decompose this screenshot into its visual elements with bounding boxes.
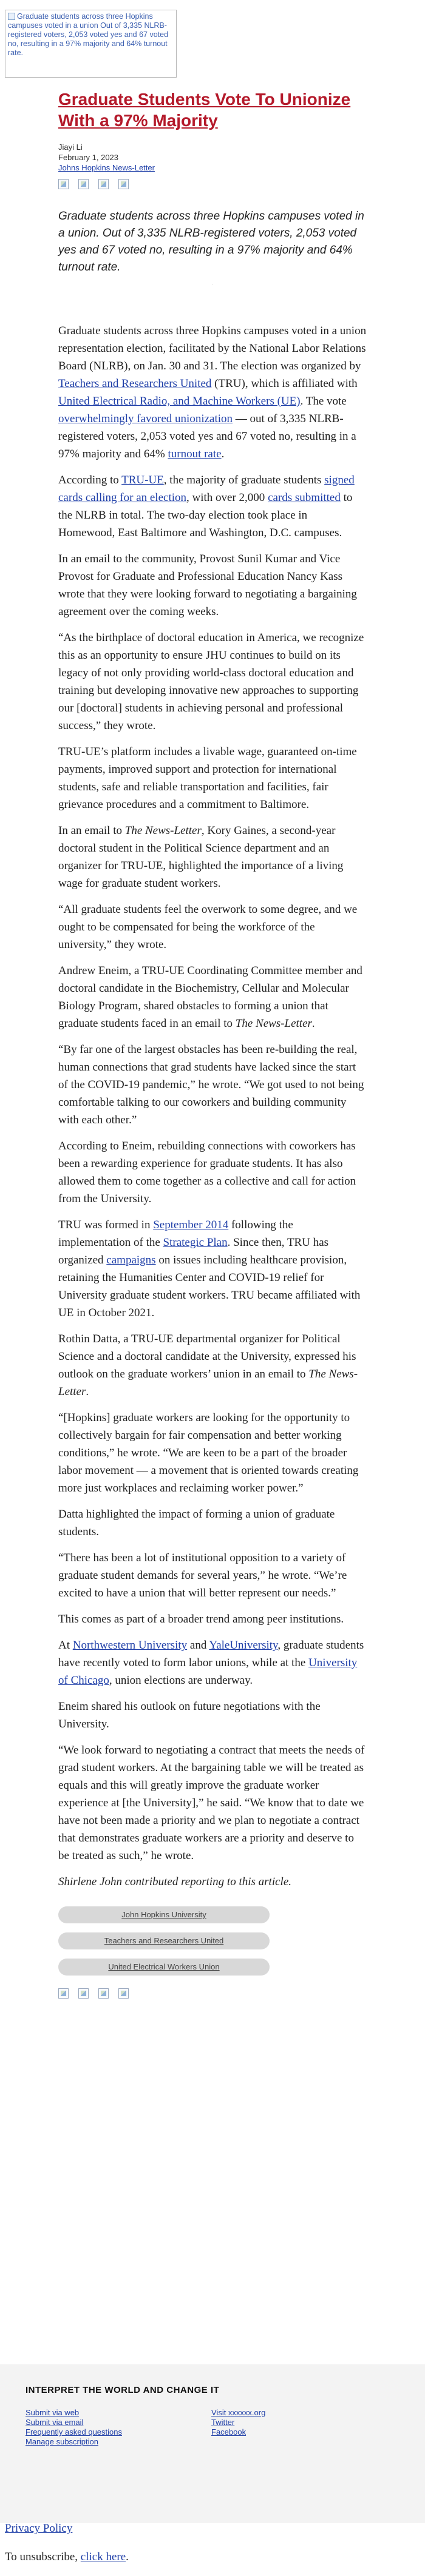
publication-link[interactable]: Johns Hopkins News-Letter (58, 163, 155, 172)
footer-left-links (25, 2408, 122, 2447)
link-tru-ue[interactable]: TRU-UE (121, 474, 164, 486)
footer-submit-email[interactable]: Submit via email (25, 2418, 84, 2427)
article-header (36, 85, 389, 294)
article-body (36, 294, 389, 1891)
author-name: Jiayi Li (58, 143, 83, 152)
bottom-share-icon-4[interactable] (118, 1988, 129, 1999)
link-strategic-plan[interactable]: Strategic Plan (163, 1236, 228, 1249)
unsubscribe-line: To unsubscribe, click here. (5, 2551, 129, 2563)
paragraph-14: Datta highlighted the impact of forming a union of graduate students. (58, 1508, 335, 1538)
paragraph-13: “[Hopkins] graduate workers are looking for the opportunity to collectively bargain for fair compensation and better working conditions,” he wrote. “We are keen to be a part of the broader labor movement — a movement that is oriented towards creating more just workplaces and reclaiming worker power.” (58, 1411, 359, 1495)
social-share-row (58, 179, 367, 193)
footer-visit-site[interactable]: Visit xxxxxx.org (211, 2408, 266, 2417)
privacy-policy (5, 2521, 72, 2536)
paragraph-5: TRU-UE’s platform includes a livable wage, guaranteed on-time payments, improved support and protection for international students, safe and reliable transportation and facilities, fair grievance procedures and a commitment to Baltimore. (58, 745, 357, 811)
footer-faq[interactable]: Frequently asked questions (25, 2427, 122, 2436)
hero-image-placeholder (5, 10, 177, 78)
link-campaigns[interactable]: campaigns (106, 1254, 156, 1266)
share-icon-4[interactable] (118, 179, 129, 189)
paragraph-18: Eneim shared his outlook on future negotiations with the University. (58, 1700, 321, 1730)
share-icon-1[interactable] (58, 179, 69, 189)
link-september-2014[interactable]: September 2014 (153, 1219, 229, 1231)
article-card (36, 85, 389, 2006)
share-icon-2[interactable] (78, 179, 89, 189)
bottom-share-icon-3[interactable] (98, 1988, 109, 1999)
footer-twitter[interactable]: Twitter (211, 2418, 235, 2427)
summary-divider: · (211, 282, 214, 288)
publish-date: February 1, 2023 (58, 153, 119, 162)
paragraph-12: Rothin Datta, a TRU-UE departmental organizer for Political Science and a doctoral candidate at the University, expressed his outlook on the graduate workers’ union in an email to The News-Letter. (58, 1333, 358, 1398)
paragraph-4: “As the birthplace of doctoral education in America, we recognize this as an opportunity to ensure JHU continues to build on its legacy of not only providing world-class doctoral education and training but developing innovative new approaches to supporting our [doctoral] students in achieving personal and professional success,” they wrote. (58, 631, 364, 732)
paragraph-2: According to TRU-UE, the majority of graduate students signed cards calling for an election, with over 2,000 cards submitted to the NLRB in total. The two-day election took place in Homewood, East Baltimore and Washington, D.C. campuses. (58, 474, 355, 539)
paragraph-3: In an email to the community, Provost Sunil Kumar and Vice Provost for Graduate and Professional Education Nancy Kass wrote that they were looking forward to negotiating a bargaining agreement over the coming weeks. (58, 553, 357, 618)
paragraph-11: TRU was formed in September 2014 following the implementation of the Strategic Plan. Since then, TRU has organized campaigns on issues including healthcare provision, retaining the Humanities Center and COVID-19 relief for University graduate student workers. TRU became affiliated with UE in October 2021. (58, 1219, 361, 1319)
privacy-policy-link[interactable]: Privacy Policy (5, 2522, 73, 2535)
link-turnout-rate[interactable]: turnout rate (168, 448, 222, 460)
paragraph-9: “By far one of the largest obstacles has been re-building the real, human connections that grad students have lacked since the start of the COVID-19 pandemic,” he wrote. “We got used to not being comfortable talking to our coworkers and building community with each other.” (58, 1043, 364, 1126)
newsletter-footer (0, 2364, 425, 2523)
tag-list (36, 1899, 389, 1976)
contributor-note: Shirlene John contributed reporting to this article. (58, 1875, 291, 1888)
link-cards-submitted[interactable]: cards submitted (268, 491, 341, 504)
paragraph-8: Andrew Eneim, a TRU-UE Coordinating Committee member and doctoral candidate in the Biochemistry, Cellular and Molecular Biology Program, shared obstacles to forming a union that graduate students faced in an email to The News-Letter. (58, 964, 362, 1030)
bottom-share-icon-2[interactable] (78, 1988, 89, 1999)
link-yale[interactable]: YaleUniversity (209, 1639, 278, 1652)
broken-image-icon (8, 13, 15, 20)
paragraph-7: “All graduate students feel the overwork to some degree, and we ought to be compensated for being the workforce of the university,” they wrote. (58, 903, 358, 951)
paragraph-16: This comes as part of a broader trend among peer institutions. (58, 1613, 344, 1626)
share-icon-3[interactable] (98, 179, 109, 189)
paragraph-17: At Northwestern University and YaleUniversity, graduate students have recently voted to form labor unions, while at the University of Chicago, union elections are underway. (58, 1639, 364, 1687)
article-summary: Graduate students across three Hopkins campuses voted in a union. Out of 3,335 NLRB-registered voters, 2,053 voted yes and 67 voted no, resulting in a 97% majority and 64% turnout rate. (58, 210, 364, 274)
paragraph-15: “There has been a lot of institutional opposition to a variety of graduate student demands for several years,” he wrote. “We’re excited to have a union that will better represent our needs.” (58, 1552, 347, 1599)
paragraph-19: “We look forward to negotiating a contract that meets the needs of grad student workers. At the bargaining table we will be treated as equals and this will greatly improve the graduate worker experience at [the University],” he said. “We know that to date we have not been made a priority and we plan to negotiate a contract that demonstrates graduate workers are a priority and deserve to be treated as such,” he wrote. (58, 1744, 365, 1862)
link-teachers-and-researchers-united[interactable]: Teachers and Researchers United (58, 377, 212, 390)
bottom-share-row (36, 1985, 389, 2006)
paragraph-1: Graduate students across three Hopkins campuses voted in a union representation election, facilitated by the National Labor Relations Board (NLRB), on Jan. 30 and 31. The election was organized by Teachers and Researchers United (TRU), which is affiliated with United Electrical Radio, and Machine Workers (UE). The vote overwhelmingly favored unionization — out of 3,335 NLRB-registered voters, 2,053 voted yes and 67 voted no, resulting in a 97% majority and 64% turnout rate. (58, 325, 367, 460)
tag-teachers-researchers-united[interactable]: Teachers and Researchers United (58, 1932, 270, 1949)
link-signed-cards[interactable]: signed cards calling for an election (58, 474, 355, 504)
footer-heading: INTERPRET THE WORLD AND CHANGE IT (25, 2385, 220, 2395)
link-united-electrical[interactable]: United Electrical Radio, and Machine Workers (UE) (58, 395, 301, 408)
footer-facebook[interactable]: Facebook (211, 2427, 246, 2436)
link-overwhelmingly-favored[interactable]: overwhelmingly favored unionization (58, 412, 233, 425)
footer-submit-web[interactable]: Submit via web (25, 2408, 80, 2417)
unsubscribe-link[interactable]: click here (80, 2551, 126, 2563)
byline (58, 142, 367, 173)
footer-right-links (211, 2408, 265, 2437)
paragraph-6: In an email to The News-Letter, Kory Gaines, a second-year doctoral student in the Political Science department and an organizer for TRU-UE, highlighted the importance of a living wage for graduate student workers. (58, 824, 344, 890)
paragraph-10: According to Eneim, rebuilding connections with coworkers has been a rewarding experience for graduate students. It has also allowed them to come together as a collective and call for action from the University. (58, 1140, 356, 1205)
tag-johns-hopkins[interactable]: John Hopkins University (58, 1906, 270, 1923)
bottom-share-icon-1[interactable] (58, 1988, 69, 1999)
link-university-of-chicago[interactable]: University of Chicago (58, 1656, 358, 1687)
tag-united-electrical[interactable]: United Electrical Workers Union (58, 1959, 270, 1976)
hero-image-alt-text: Graduate students across three Hopkins campuses voted in a union Out of 3,335 NLRB-registered voters, 2,053 voted yes and 67 voted no, resulting in a 97% majority and 64% turnout rate. (8, 12, 169, 57)
link-northwestern[interactable]: Northwestern University (72, 1639, 188, 1652)
article-headline[interactable]: Graduate Students Vote To Unionize With a 97% Majority (58, 90, 351, 130)
footer-manage-subscription[interactable]: Manage subscription (25, 2437, 98, 2446)
